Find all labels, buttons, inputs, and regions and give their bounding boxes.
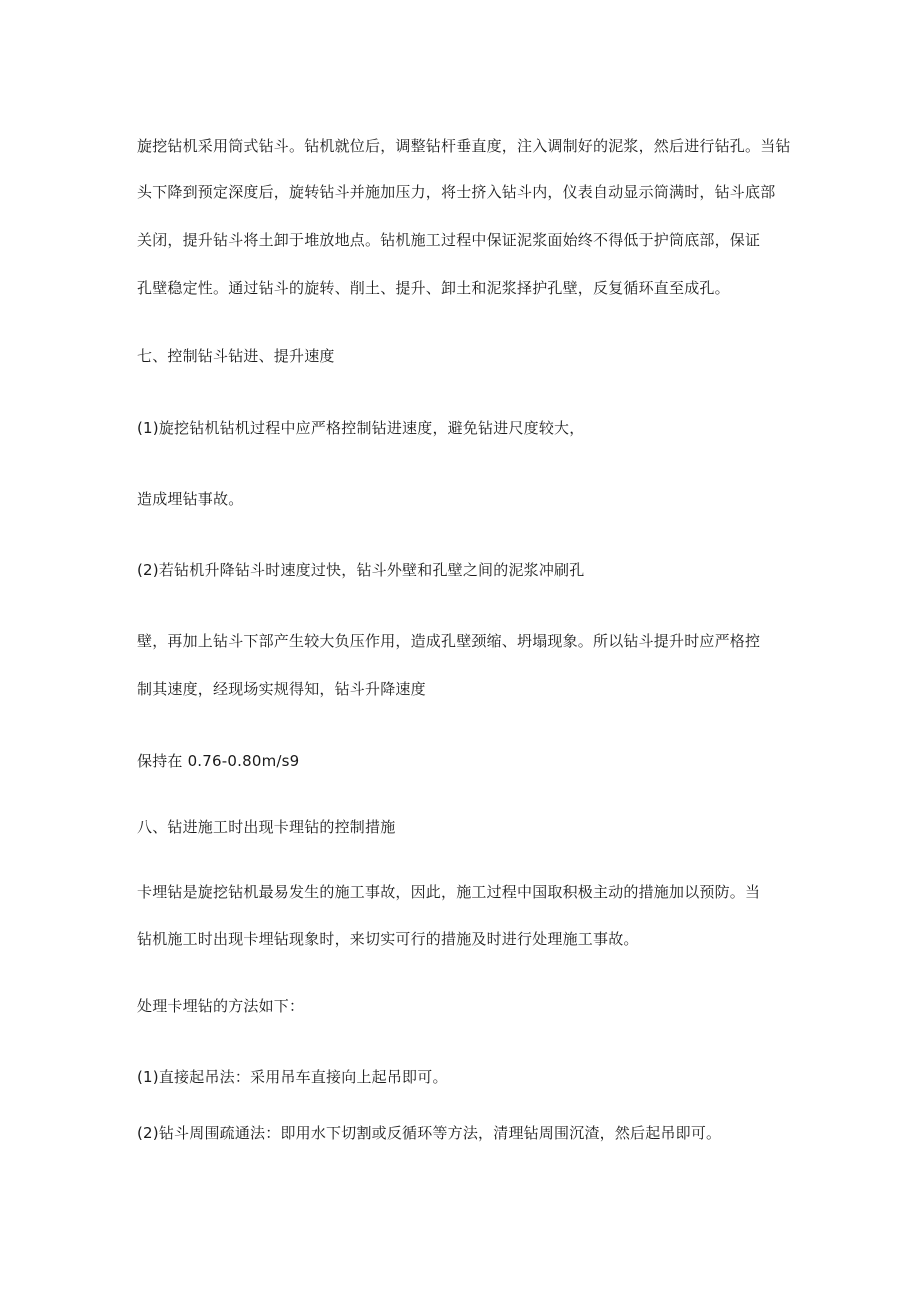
paragraph-line-1: 旋挖钻机采用筒式钻斗。钻机就位后，调整钻杆垂直度，注入调制好的泥浆，然后进行钻孔。当钻 <box>137 137 791 155</box>
list-item-2-line-3: 制其速度，经现场实规得知，钻斗升降速度 <box>137 680 426 698</box>
paragraph-line-3: 关闭，提升钻斗将土卸于堆放地点。钻机施工过程中保证泥浆面始终不得低于护筒底部，保证 <box>137 231 761 249</box>
paragraph-line-4: 孔壁稳定性。通过钻斗的旋转、削土、提升、卸土和泥浆择护孔壁，反复循环直至成孔。 <box>137 279 730 297</box>
list-item-2-line-2: 壁，再加上钻斗下部产生较大负压作用，造成孔壁颈缩、坍塌现象。所以钻斗提升时应严格控 <box>137 632 761 650</box>
list-item-1-line-2: 造成埋钻事故。 <box>137 490 244 508</box>
section-heading-8: 八、钻进施工时出现卡理钻的控制措施 <box>137 818 396 836</box>
method-item-2: (2)钻斗周围疏通法：即用水下切割或反循环等方法，清理钻周围沉渣，然后起吊即可。 <box>137 1124 722 1142</box>
list-item-1-line-1: (1)旋挖钻机钻机过程中应严格控制钻进速度，避免钻进尺度较大， <box>137 419 585 437</box>
paragraph-line-6: 钻机施工时出现卡埋钻现象时，来切实可行的措施及时进行处理施工事故。 <box>137 930 639 948</box>
methods-intro: 处理卡埋钻的方法如下： <box>137 997 305 1015</box>
paragraph-line-5: 卡埋钻是旋挖钻机最易发生的施工事故，因此，施工过程中国取积极主动的措施加以预防。当 <box>137 883 761 901</box>
paragraph-line-2: 头下降到预定深度后，旋转钻斗并施加压力，将士挤入钻斗内，仪表自动显示筒满时，钻斗底部 <box>137 183 776 201</box>
list-item-2-line-1: (2)若钻机升降钻斗时速度过快，钻斗外壁和孔壁之间的泥浆冲刷孔 <box>137 561 585 579</box>
section-heading-7: 七、控制钻斗钻进、提升速度 <box>137 347 335 365</box>
speed-value-line: 保持在 0.76-0.80m∕s9 <box>137 752 300 770</box>
method-item-1: (1)直接起吊法：采用吊车直接向上起吊即可。 <box>137 1068 448 1086</box>
